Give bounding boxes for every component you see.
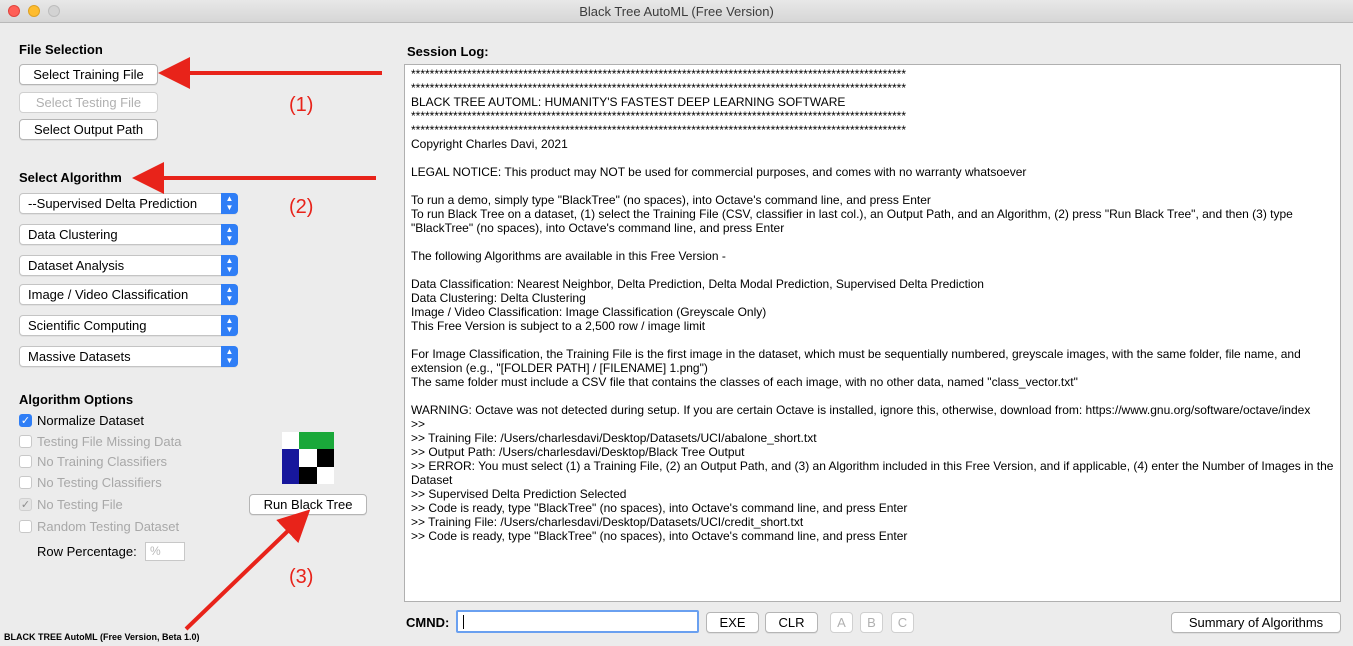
command-label: CMND:	[406, 615, 450, 630]
log-line: For Image Classification, the Training File is the first image in the dataset, which must be sequentially numbered, greyscale images, with the same folder, file name, and extension (e.g., "[FOLDER PATH] / [FILENAME] 1.png")	[411, 347, 1305, 375]
select-training-file-button[interactable]: Select Training File	[19, 64, 158, 85]
log-line: Copyright Charles Davi, 2021	[411, 137, 568, 151]
log-line	[411, 235, 1334, 249]
row-percentage-input[interactable]: %	[145, 542, 185, 561]
log-line: Data Clustering: Delta Clustering	[411, 291, 586, 305]
row-percentage-label: Row Percentage:	[37, 544, 137, 559]
log-line: >> Code is ready, type "BlackTree" (no spaces), into Octave's command line, and press Enter	[411, 501, 908, 515]
log-line	[411, 263, 1334, 277]
log-line: The same folder must include a CSV file that contains the classes of each image, with no other data, named "class_vector.txt"	[411, 375, 1078, 389]
log-line: >> Code is ready, type "BlackTree" (no spaces), into Octave's command line, and press Enter	[411, 529, 908, 543]
log-line	[411, 151, 1334, 165]
log-line: Image / Video Classification: Image Classification (Greyscale Only)	[411, 305, 767, 319]
command-input[interactable]	[456, 610, 699, 633]
select-value: Data Clustering	[28, 227, 118, 242]
checkbox-label: Normalize Dataset	[37, 413, 144, 428]
checkbox-label: No Training Classifiers	[37, 454, 168, 469]
log-line: To run a demo, simply type "BlackTree" (no spaces), into Octave's command line, and press Enter	[411, 193, 931, 207]
log-line: >>	[411, 417, 426, 431]
summary-of-algorithms-button[interactable]: Summary of Algorithms	[1171, 612, 1341, 633]
select-testing-file-button[interactable]: Select Testing File	[19, 92, 158, 113]
log-line: **********************************************************************************************************	[411, 123, 907, 137]
log-line: >> ERROR: You must select (1) a Training File, (2) an Output Path, and (3) an Algorithm included in this Free Version, and if applicable, (4) enter the Number of Images in the Dataset	[411, 459, 1337, 487]
a-button[interactable]: A	[830, 612, 853, 633]
annotation-label-2: (2)	[289, 196, 314, 218]
log-line: **********************************************************************************************************	[411, 81, 907, 95]
log-line: >> Output Path: /Users/charlesdavi/Desktop/Black Tree Output	[411, 445, 745, 459]
log-line: >> Training File: /Users/charlesdavi/Desktop/Datasets/UCI/credit_short.txt	[411, 515, 804, 529]
select-value: Image / Video Classification	[28, 287, 189, 302]
file-selection-heading: File Selection	[19, 42, 103, 57]
checkmark-icon: ✓	[20, 415, 31, 427]
select-output-path-button[interactable]: Select Output Path	[19, 119, 158, 140]
checkbox-label: No Testing Classifiers	[37, 475, 162, 490]
log-line	[411, 389, 1334, 403]
clr-button[interactable]: CLR	[765, 612, 818, 633]
algorithm-options-heading: Algorithm Options	[19, 392, 134, 407]
checkbox-label: Testing File Missing Data	[37, 434, 182, 449]
select-value: Scientific Computing	[28, 318, 147, 333]
annotation-label-1: (1)	[289, 94, 314, 116]
chevron-updown-icon: ▲ ▼	[221, 193, 238, 214]
log-line	[411, 333, 1334, 347]
log-line	[411, 179, 1334, 193]
select-value: Massive Datasets	[28, 349, 131, 364]
checkbox-label: Random Testing Dataset	[37, 519, 180, 534]
run-black-tree-button[interactable]: Run Black Tree	[249, 494, 367, 515]
c-button[interactable]: C	[891, 612, 914, 633]
annotation-label-3: (3)	[289, 566, 314, 588]
chevron-updown-icon: ▲ ▼	[221, 315, 238, 336]
chevron-updown-icon: ▲ ▼	[221, 284, 238, 305]
session-log[interactable]	[404, 64, 1341, 602]
chevron-updown-icon: ▲ ▼	[221, 224, 238, 245]
log-line: LEGAL NOTICE: This product may NOT be used for commercial purposes, and comes with no warranty whatsoever	[411, 165, 1027, 179]
log-line: Data Classification: Nearest Neighbor, Delta Prediction, Delta Modal Prediction, Supervised Delta Prediction	[411, 277, 984, 291]
exe-button[interactable]: EXE	[706, 612, 759, 633]
log-line: >> Training File: /Users/charlesdavi/Desktop/Datasets/UCI/abalone_short.txt	[411, 431, 817, 445]
select-value: Dataset Analysis	[28, 258, 125, 273]
b-button[interactable]: B	[860, 612, 883, 633]
log-line: **********************************************************************************************************	[411, 67, 907, 81]
log-line: The following Algorithms are available in this Free Version -	[411, 249, 726, 263]
annotation-arrow-3	[186, 526, 293, 629]
log-line: >> Supervised Delta Prediction Selected	[411, 487, 627, 501]
log-line: To run Black Tree on a dataset, (1) select the Training File (CSV, classifier in last col.), an Output Path, and an Algorithm, (2) press "Run Black Tree", and then (3) type "BlackTree" (no spaces), into Octave's command line, and press Enter	[411, 207, 1297, 235]
select-value: --Supervised Delta Prediction	[28, 196, 198, 211]
chevron-updown-icon: ▲ ▼	[221, 346, 238, 367]
text-caret	[463, 615, 464, 629]
checkmark-icon: ✓	[20, 499, 31, 511]
log-line: WARNING: Octave was not detected during setup. If you are certain Octave is installed, ignore this, otherwise, download from: https://www.gnu.org/software/octave/index	[411, 403, 1311, 417]
checkbox-label: No Testing File	[37, 497, 123, 512]
version-label: BLACK TREE AutoML (Free Version, Beta 1.0)	[4, 632, 200, 642]
window-title: Black Tree AutoML (Free Version)	[579, 4, 774, 19]
chevron-updown-icon: ▲ ▼	[221, 255, 238, 276]
log-line: BLACK TREE AUTOML: HUMANITY'S FASTEST DEEP LEARNING SOFTWARE	[411, 95, 846, 109]
log-line: **********************************************************************************************************	[411, 109, 907, 123]
select-algorithm-heading: Select Algorithm	[19, 170, 122, 185]
session-log-heading: Session Log:	[407, 44, 489, 59]
log-line: This Free Version is subject to a 2,500 row / image limit	[411, 319, 706, 333]
